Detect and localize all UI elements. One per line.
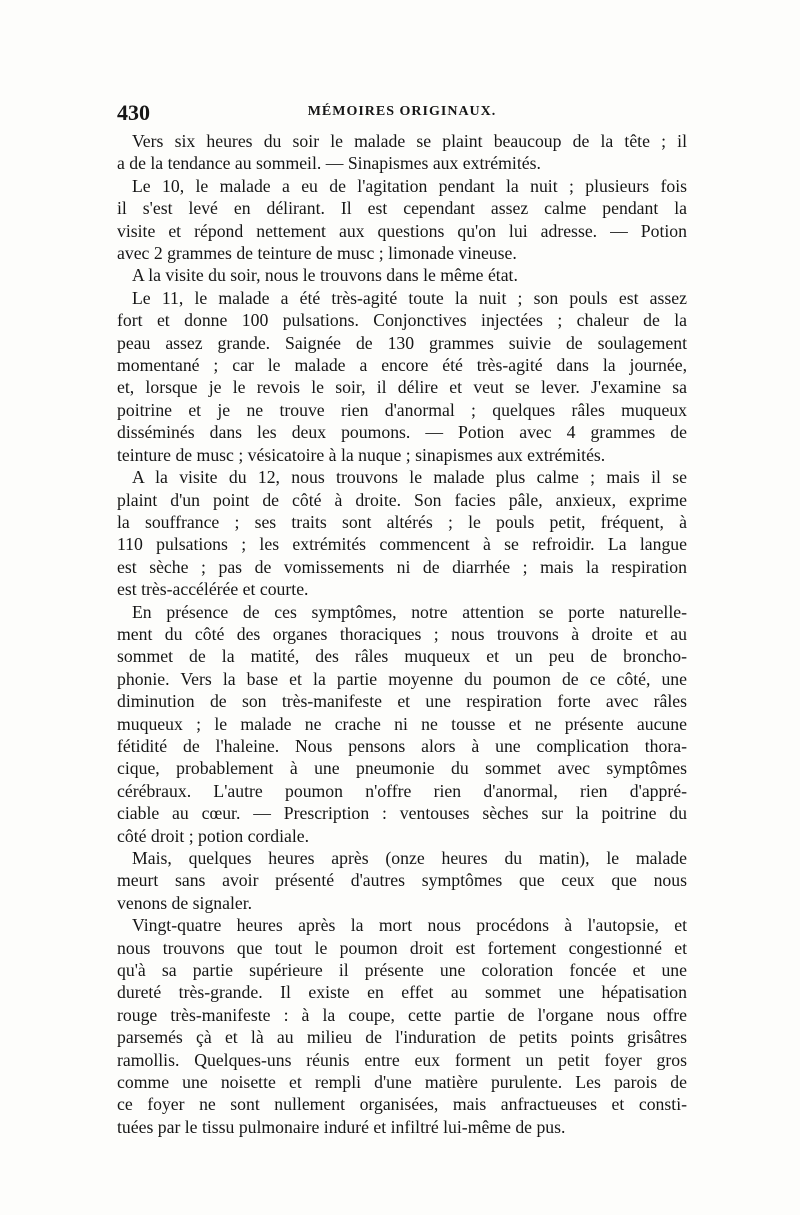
text-line: poitrine et je ne trouve rien d'anormal ; quelques râles muqueux [117, 399, 687, 420]
text-line: phonie. Vers la base et la partie moyenne du poumon de ce côté, une [117, 668, 687, 689]
text-line: momentané ; car le malade a encore été très-agité dans la journée, [117, 355, 687, 376]
page-number: 430 [117, 100, 150, 125]
paragraph [117, 914, 687, 1138]
body-text [117, 130, 687, 1138]
text-line: venons de signaler. [117, 892, 253, 913]
paragraph [117, 175, 687, 265]
text-line: Le 11, le malade a été très-agité toute la nuit ; son pouls est assez [132, 287, 687, 308]
text-line: disséminés dans les deux poumons. — Potion avec 4 grammes de [117, 422, 687, 443]
text-line: visite et répond nettement aux questions qu'on lui adresse. — Potion [117, 220, 687, 241]
text-line: A la visite du soir, nous le trouvons dans le même état. [132, 265, 518, 286]
text-line: tuées par le tissu pulmonaire induré et infiltré lui-même de pus. [117, 1116, 566, 1137]
text-line: avec 2 grammes de teinture de musc ; limonade vineuse. [117, 243, 517, 264]
text-line: parsemés çà et là au milieu de l'induration de petits points grisâtres [117, 1027, 687, 1048]
text-line: 110 pulsations ; les extrémités commencent à se refroidir. La langue [117, 534, 687, 555]
text-line: nous trouvons que tout le poumon droit est fortement congestionné et [117, 937, 687, 958]
text-line: A la visite du 12, nous trouvons le malade plus calme ; mais il se [132, 467, 687, 488]
text-line: dureté très-grande. Il existe en effet au sommet une hépatisation [117, 982, 687, 1003]
text-line: Vingt-quatre heures après la mort nous procédons à l'autopsie, et [132, 915, 687, 936]
text-line: ramollis. Quelques-uns réunis entre eux forment un petit foyer gros [117, 1049, 687, 1070]
running-title: MÉMOIRES ORIGINAUX. [307, 104, 497, 119]
text-line: ciable au cœur. — Prescription : ventouses sèches sur la poitrine du [117, 803, 687, 824]
text-line: Mais, quelques heures après (onze heures du matin), le malade [132, 848, 687, 868]
paragraph [117, 264, 687, 286]
paragraph [117, 847, 687, 914]
paragraph [117, 601, 687, 847]
text-line: et, lorsque je le revois le soir, il délire et veut se lever. J'examine sa [117, 377, 687, 398]
paragraph [117, 287, 687, 466]
text-line: a de la tendance au sommeil. — Sinapismes aux extrémités. [117, 153, 541, 174]
page-header [117, 100, 687, 124]
text-line: côté droit ; potion cordiale. [117, 825, 310, 846]
text-line: cérébraux. L'autre poumon n'offre rien d'anormal, rien d'appré- [117, 780, 687, 801]
text-line: Le 10, le malade a eu de l'agitation pendant la nuit ; plusieurs fois [132, 175, 687, 196]
text-line: ment du côté des organes thoraciques ; nous trouvons à droite et au [117, 623, 687, 644]
text-line: muqueux ; le malade ne crache ni ne tousse et ne présente aucune [117, 713, 687, 734]
text-line: fétidité de l'haleine. Nous pensons alors à une complication thora- [117, 735, 687, 756]
text-line: ce foyer ne sont nullement organisées, mais anfractueuses et consti- [117, 1094, 687, 1115]
text-line: il s'est levé en délirant. Il est cependant assez calme pendant la [117, 198, 687, 219]
text-line: rouge très-manifeste : à la coupe, cette partie de l'organe nous offre [117, 1004, 687, 1025]
text-line: comme une noisette et rempli d'une matière purulente. Les parois de [117, 1072, 687, 1093]
text-line: la souffrance ; ses traits sont altérés ; le pouls petit, fréquent, à [117, 511, 687, 532]
text-line: En présence de ces symptômes, notre attention se porte naturelle- [132, 601, 687, 622]
text-line: est très-accélérée et courte. [117, 579, 309, 600]
paragraph [117, 466, 687, 600]
text-line: cique, probablement à une pneumonie du sommet avec symptômes [117, 758, 687, 779]
text-line: meurt sans avoir présenté d'autres symptômes que ceux que nous [117, 870, 687, 891]
text-line: est sèche ; pas de vomissements ni de diarrhée ; mais la respiration [117, 556, 687, 577]
text-line: diminution de son très-manifeste et une respiration forte avec râles [117, 691, 687, 712]
text-line: qu'à sa partie supérieure il présente une coloration foncée et une [117, 960, 687, 981]
text-line: sommet de la matité, des râles muqueux et un peu de broncho- [117, 646, 687, 667]
text-line: fort et donne 100 pulsations. Conjonctives injectées ; chaleur de la [117, 310, 687, 331]
text-line: teinture de musc ; vésicatoire à la nuque ; sinapismes aux extrémités. [117, 444, 606, 465]
text-line: Vers six heures du soir le malade se plaint beaucoup de la tête ; il [132, 131, 687, 151]
text-line: plaint d'un point de côté à droite. Son facies pâle, anxieux, exprime [117, 489, 687, 510]
text-line: peau assez grande. Saignée de 130 grammes suivie de soulagement [117, 332, 687, 353]
paragraph [117, 130, 687, 175]
